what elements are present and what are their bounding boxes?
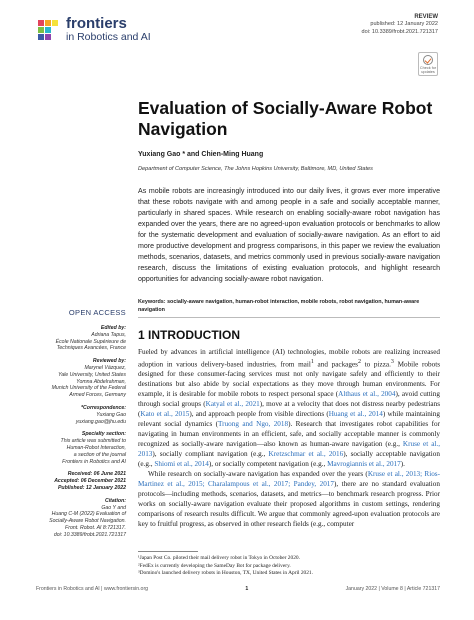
page-number: 1 xyxy=(245,586,249,592)
footnote-ref[interactable]: 2 xyxy=(357,359,361,365)
article-sidebar xyxy=(30,325,126,539)
footnote-divider xyxy=(138,551,198,552)
keywords-list: socially-aware navigation, human-robot interaction, mobile robots, robot navigation, human-aware navigation xyxy=(138,299,420,313)
correspondence-label: *Correspondence: xyxy=(81,404,126,411)
body-text xyxy=(138,347,440,529)
check-updates-button[interactable] xyxy=(418,52,438,76)
keywords-label: Keywords: xyxy=(138,299,166,305)
paragraph: Fueled by advances in artificial intelligence (AI) technologies, mobile robots are realizing increased adoption in various delivery-based industries, from mail$^1$ and packages$^2$ to pizza.$^3$ Mobile robots designed for these consumer-facing services must not only navigate safely and efficiently to their destinations but also abide by social expectations as they move through human environments. For example, it is desirable for mobile robots to respect personal space (Althaus et al., 2004), avoid cutting through social groups (Katyal et al., 2021), move at a velocity that does not distress nearby pedestrians (Kato et al., 2015), and approach people from visible directions (Huang et al., 2014) while maintaining relevant social dynamics (Truong and Ngo, 2018). Research that investigates robot capabilities for navigating in human environments in an efficient, safe, and socially acceptable manner is commonly recognized as socially-aware navigation—also known as human-aware navigation (e.g., Kruse et al., 2013), socially compliant navigation (e.g., Kretzschmar et al., 2016), socially acceptable navigation (e.g., Shiomi et al., 2014), or socially competent navigation (e.g., Mavrogiannis et al., 2017). xyxy=(138,348,441,469)
check-updates-label: Check for updates xyxy=(419,65,437,74)
reviewers: Marynel Vázquez, Yale University, United States Yomna Abdelrahman, Munich University of the Federal Armed Forces, Germany xyxy=(51,364,126,399)
author-affiliation: Department of Computer Science, The Johns Hopkins University, Baltimore, MD, United States xyxy=(138,166,373,172)
citation-link[interactable]: Truong and Ngo, 2018 xyxy=(218,420,289,429)
article-meta xyxy=(362,14,438,36)
journal-logo[interactable] xyxy=(36,16,151,43)
paragraph: While research on socially-aware navigation has expanded over the years (Kruse et al., 2013; Rios-Martinez et al., 2015; Charalampous et al., 2017; Pandey, 2017), there are no standard evaluation protocols—including methods, scenarios, datasets, and metrics—to benchmark research progress. Prior works on socially-aware navigation evaluate their proposed algorithms in custom settings, rendering comparisons of research results difficult. We argue that commonly agreed-upon evaluation protocols are key to fruitful progress, as observed in other research fields (e.g., computer xyxy=(138,470,440,529)
page-footer xyxy=(36,586,440,592)
keywords xyxy=(138,299,440,314)
citation-link[interactable]: Kruse et al., 2013; Rios-Martinez et al., 2015; Charalampous et al., 2017; Pandey, 2017 xyxy=(138,470,440,489)
footnotes xyxy=(138,555,440,578)
edited-by-label: Edited by: xyxy=(100,325,126,331)
footnote-ref[interactable]: 1 xyxy=(310,359,314,365)
footnote-ref[interactable]: 3 xyxy=(390,359,394,365)
editor: Adriana Tapus, École Nationale Supérieure de Techniques Avancées, France xyxy=(55,331,126,352)
correspondence[interactable]: Yuxiang Gao yuxiang.gao@jhu.edu xyxy=(75,411,126,425)
citation-link[interactable]: Kato et al., 2015 xyxy=(140,410,190,419)
specialty-section-label: Specialty section: xyxy=(81,431,126,438)
citation: Gao Y and Huang C-M (2022) Evaluation of Socially-Aware Robot Navigation. Front. Robot. AI 8:721317. doi: 10.3389/frobt.2021.721317 xyxy=(49,504,126,538)
section-heading: 1 INTRODUCTION xyxy=(138,328,240,342)
footnote: ³Domino's launched delivery robots in Houston, TX, United States in April 2021. xyxy=(138,570,313,577)
article-dates: Received: 06 June 2021 Accepted: 06 December 2021 Published: 12 January 2022 xyxy=(54,471,126,491)
footnote: ²FedEx is currently developing the SameDay Bot for package delivery. xyxy=(138,562,291,569)
citation-link[interactable]: Althaus et al., 2004 xyxy=(338,390,396,399)
frontiers-logo-icon xyxy=(36,18,60,42)
article-doi[interactable]: doi: 10.3389/frobt.2021.721317 xyxy=(361,28,438,35)
article-title: Evaluation of Socially-Aware Robot Navigation xyxy=(138,98,433,139)
citation-link[interactable]: Katyal et al., 2021 xyxy=(205,400,260,409)
footer-journal[interactable]: Frontiers in Robotics and AI | www.frontiersin.org xyxy=(36,586,149,592)
divider xyxy=(138,317,440,318)
reviewed-by-label: Reviewed by: xyxy=(92,358,126,365)
footnote: ¹Japan Post Co. piloted their mail delivery robot in Tokyo in October 2020. xyxy=(138,555,300,561)
logo-wordmark: frontiers xyxy=(66,15,127,32)
citation-link[interactable]: Shiomi et al., 2014 xyxy=(154,460,209,469)
citation-link[interactable]: Mavrogiannis et al., 2017 xyxy=(327,460,401,469)
abstract: As mobile robots are increasingly introduced into our daily lives, it grows ever more imperative that these robots navigate with and among people in a safe and socially acceptable manner, particularly in shared spaces. While research on enabling socially-aware robot navigation has expanded over the years, there are no agreed-upon evaluation protocols or benchmarks to allow for the systematic development and evaluation of socially-aware navigation. As an effort to aid more productive development and progress comparisons, in this paper we review the evaluation methods, scenarios, datasets, and metrics commonly used in previous socially-aware navigation research, discuss the limitations of existing evaluation protocols, and highlight research opportunities for advancing socially-aware robot navigation. xyxy=(138,188,440,283)
journal-name: in Robotics and AI xyxy=(66,31,151,43)
citation-label: Citation: xyxy=(104,497,126,504)
footer-issue: January 2022 | Volume 8 | Article 721317 xyxy=(345,586,440,592)
published-date: published: 12 January 2022 xyxy=(370,21,438,28)
open-access-label: OPEN ACCESS xyxy=(68,308,126,317)
article-authors[interactable]: Yuxiang Gao * and Chien-Ming Huang xyxy=(138,151,264,158)
citation-link[interactable]: Kretzschmar et al., 2016 xyxy=(268,450,344,459)
citation-link[interactable]: Huang et al., 2014 xyxy=(328,410,383,419)
citation-link[interactable]: Kruse et al., 2013 xyxy=(138,440,440,459)
specialty-section: This article was submitted to Human-Robot Interaction, a section of the journal Frontiers in Robotics and AI xyxy=(60,438,126,465)
check-updates-icon xyxy=(423,55,433,65)
article-type: REVIEW xyxy=(414,14,438,20)
